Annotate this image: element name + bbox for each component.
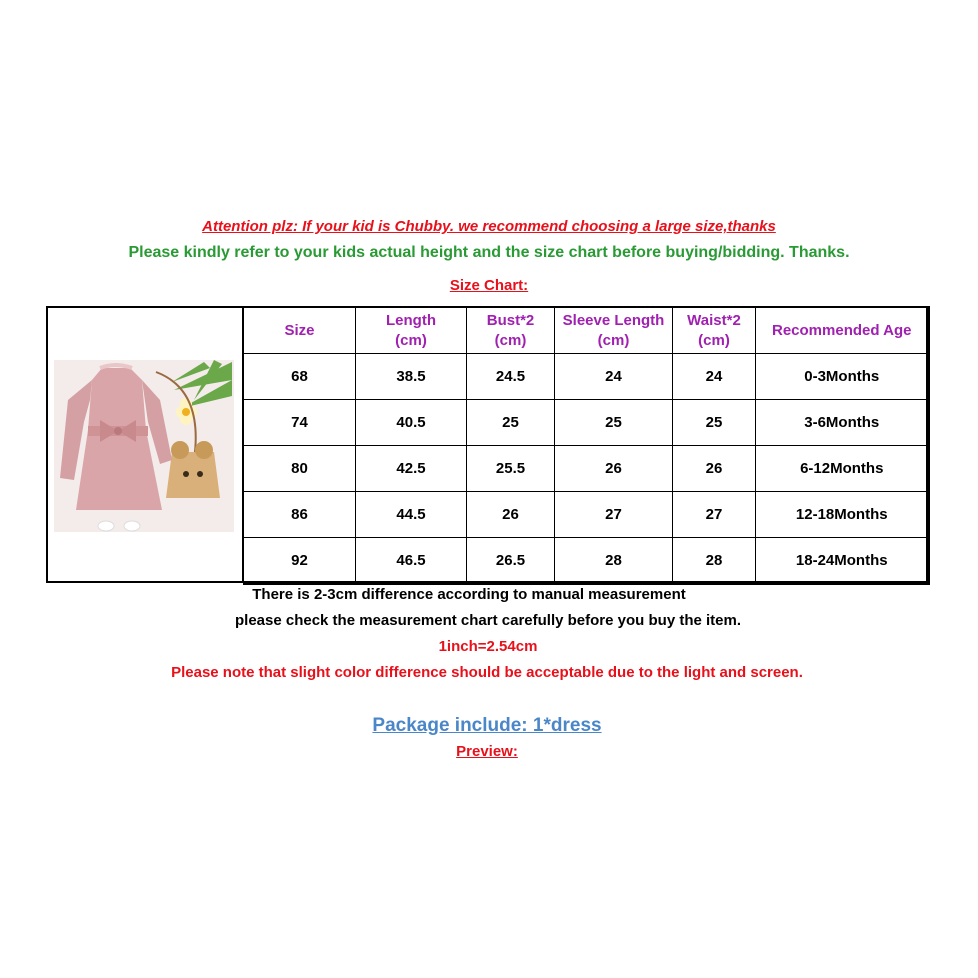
- table-header-row: [244, 307, 929, 354]
- cell-size: 80: [244, 446, 356, 492]
- cell-bust: 26: [467, 492, 555, 538]
- size-reference-note: Please kindly refer to your kids actual height and the size chart before buying/bidding. Thanks.: [128, 244, 850, 261]
- cell-bust: 26.5: [467, 538, 555, 585]
- header-size: Size: [244, 307, 356, 354]
- cell-size: 86: [244, 492, 356, 538]
- cell-bust: 25.5: [467, 446, 555, 492]
- table-row: [244, 400, 929, 446]
- header-length: Length (cm): [356, 307, 467, 354]
- size-chart-title: Size Chart:: [449, 277, 529, 294]
- cell-waist: 25: [673, 400, 756, 446]
- cell-sleeve-length: 25: [555, 400, 673, 446]
- cell-size: 68: [244, 354, 356, 400]
- header-bust: Bust*2 (cm): [467, 307, 555, 354]
- cell-size: 74: [244, 400, 356, 446]
- check-chart-note: please check the measurement chart carefully before you buy the item.: [234, 612, 741, 629]
- cell-length: 46.5: [356, 538, 467, 585]
- header-waist: Waist*2 (cm): [673, 307, 756, 354]
- cell-age: 6-12Months: [756, 446, 929, 492]
- cell-age: 0-3Months: [756, 354, 929, 400]
- cell-sleeve-length: 28: [555, 538, 673, 585]
- cell-age: 3-6Months: [756, 400, 929, 446]
- cell-bust: 24.5: [467, 354, 555, 400]
- product-image-cell: [46, 306, 244, 583]
- package-include-label: Package include: 1*dress: [372, 715, 602, 736]
- cell-sleeve-length: 26: [555, 446, 673, 492]
- cell-waist: 24: [673, 354, 756, 400]
- table-row: [244, 538, 929, 585]
- cell-size: 92: [244, 538, 356, 585]
- table-row: [244, 354, 929, 400]
- cell-sleeve-length: 27: [555, 492, 673, 538]
- cell-age: 18-24Months: [756, 538, 929, 585]
- attention-note: Attention plz: If your kid is Chubby. we recommend choosing a large size,thanks: [202, 218, 776, 235]
- header-recommended-age: Recommended Age: [756, 307, 929, 354]
- size-table: [243, 306, 930, 585]
- cell-sleeve-length: 24: [555, 354, 673, 400]
- cell-bust: 25: [467, 400, 555, 446]
- pink-dress-photo-icon: [54, 360, 234, 532]
- cell-waist: 26: [673, 446, 756, 492]
- cell-length: 38.5: [356, 354, 467, 400]
- color-difference-note: Please note that slight color difference should be acceptable due to the light and screen.: [171, 664, 803, 681]
- cell-length: 44.5: [356, 492, 467, 538]
- inch-conversion-note: 1inch=2.54cm: [438, 638, 538, 655]
- table-row: [244, 446, 929, 492]
- table-row: [244, 492, 929, 538]
- cell-length: 42.5: [356, 446, 467, 492]
- cell-age: 12-18Months: [756, 492, 929, 538]
- header-sleeve-length: Sleeve Length (cm): [555, 307, 673, 354]
- cell-waist: 27: [673, 492, 756, 538]
- preview-label: Preview:: [456, 743, 518, 760]
- cell-waist: 28: [673, 538, 756, 585]
- cell-length: 40.5: [356, 400, 467, 446]
- measurement-difference-note: There is 2-3cm difference according to manual measurement: [252, 586, 686, 603]
